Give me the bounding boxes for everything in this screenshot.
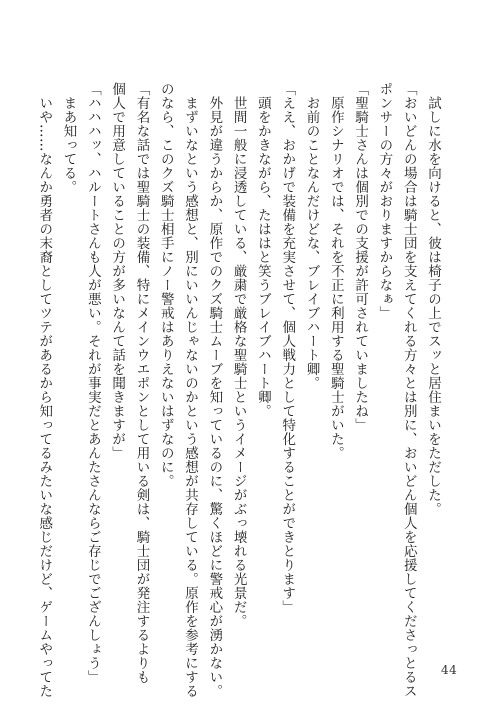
text-line: 「おいどんの場合は騎士団を支えてくれる方々とは別に、おいどん個人を応援してくださっとるス: [400, 82, 417, 698]
text-line: 「ハハハッ、ハルートさんも人が悪い。それが事実だとあんたさんならご存じでござんしょう」: [84, 82, 101, 684]
text-line: まずいなという感想と、別にいいんじゃないのかという感想が共存している。原作を参考にする: [182, 82, 199, 698]
text-line: 「聖騎士さんは個別での支援が許可されていましたね」: [352, 82, 369, 432]
text-line: 「ええ、おかげで装備を充実させて、個人戦力として特化することができとります」: [279, 82, 296, 614]
text-line: 世間一般に浸透している、厳粛で厳格な聖騎士というイメージがぶっ壊れる光景だ。: [230, 82, 247, 628]
text-line: 頭をかきながら、たははと笑うブレイブハート卿。: [254, 82, 271, 418]
text-line: 原作シナリオでは、それを不正に利用する聖騎士がいた。: [327, 82, 344, 460]
text-line: まあ知ってる。: [60, 82, 77, 194]
text-line: いや……なんか勇者の末裔としてツテがあるから知ってるみたいな感じだけど、ゲームやってた: [36, 82, 53, 698]
text-line: 個人で用意していることの方が多いなんて話を聞きますが」: [109, 82, 126, 460]
text-line: ポンサーの方々がおりますからなぁ」: [376, 82, 393, 320]
text-line: 「有名な話では聖騎士の装備、特にメインウエポンとして用いる剣は、騎士団が発注するよりも: [133, 82, 150, 684]
text-line: お前のことなんだけどな、ブレイブハート卿。: [303, 82, 320, 390]
text-line: 外見が違うからか、原作でのクズ騎士ムーブを知っているのに、驚くほどに警戒心が湧かない。: [206, 82, 223, 698]
vertical-text-block: [32, 82, 445, 698]
text-line: 試しに水を向けると、彼は椅子の上でスッと居住まいをただした。: [425, 82, 441, 516]
text-line: のなら、このクズ騎士相手にノー警戒はありえないはずなのに。: [157, 82, 174, 488]
page-number: 44: [441, 663, 458, 677]
